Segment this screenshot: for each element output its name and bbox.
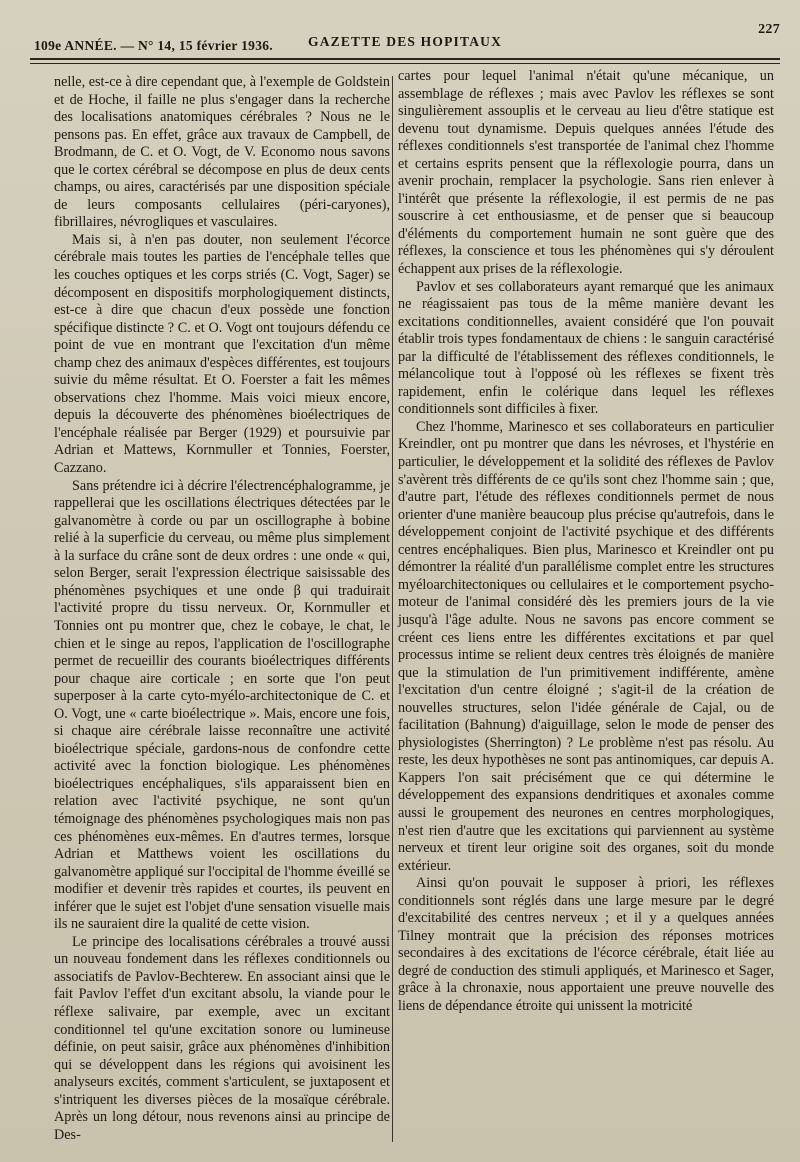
running-header [30, 22, 780, 54]
header-rule [30, 58, 780, 60]
journal-title: GAZETTE DES HOPITAUX [308, 34, 503, 49]
paragraph: Chez l'homme, Marinesco et ses collaborateurs en particulier Kreindler, ont pu montrer que dans les névroses, et l'hystérie en particulier, le développement et la solidité des réflexes de Pavlov s'avèrent très différents de ce qu'ils sont chez l'homme sain ; que, d'autre part, l'étude des réflexes conditionnels permet de nous orienter d'une manière beaucoup plus précise qu'autrefois, dans le développement conjoint de l'activité psychique et des différents centres encéphaliques. Bien plus, Marinesco et Kreindler ont pu démontrer la réalité d'un parallélisme complet entre les structures myéloarchitectoniques ou cellulaires et le comportement psycho-moteur de l'animal considéré dès les premiers jours de la vie jusqu'à l'âge adulte. Nous ne savons pas encore comment se créent ces liens entre les différentes excitations et par quel processus intime se relient deux centres très éloignés de manière que la stimulation de l'un primitivement indifférente, amène l'excitation d'un centre éloigné ; s'agit-il de la création de nouvelles structures, selon l'idée générale de Cajal, ou de facilitation (Bahnung) d'aiguillage, selon le mode de penser des physiologistes (Sherrington) ? Le problème n'est pas résolu. Au reste, les deux hypothèses ne sont pas antinomiques, car depuis A. Kappers l'on sait précisément que ce qui détermine le développement des expansions dendritiques et axonales comme aussi le groupement des neurones en centres morphologiques, n'est rien d'autre que les excitations qui parviennent au système nerveux et tirent leur origine soit des organes, soit du monde extérieur. [398, 418, 774, 874]
paragraph: Sans prétendre ici à décrire l'électrencéphalogramme, je rappellerai que les oscillations électriques détectées par le galvanomètre à corde ou par un oscillographe à bobine relié à la superficie du cerveau, ou même plus simplement à la surface du crâne sont de deux ordres : une onde « qui, selon Berger, serait l'expression électrique saisissable des phénomènes psychiques et une onde β qui traduirait l'activité propre du tissu nerveux. Or, Kornmuller et Tonnies ont pu montrer que, chez le cobaye, le chat, le chien et le singe au repos, l'application de l'oscillographe permet de recueillir des courants bioélectriques différents pour chaque aire corticale ; en sorte que l'on peut superposer à la carte cyto-myélo-architectonique de C. et O. Vogt, une « carte bioélectrique ». Mais, encore une fois, si chaque aire cérébrale laisse reconnaître une activité bioélectrique spéciale, gardons-nous de confondre cette activité avec la fonction biologique. Les phénomènes bioélectriques encéphaliques, s'ils apparaissent bien en relation avec l'activité psychique, ne sont qu'un témoignage des phénomènes psychologiques mais non pas ces phénomènes eux-mêmes. En d'autres termes, lorsque Adrian et Matthews voient les oscillations du galvanomètre appliqué sur l'occipital de l'homme éveillé se modifier et devenir très rapides et courtes, ils peuvent en inférer que le sujet est l'objet d'une sensation visuelle mais ils ne sauraient dire la qualité de cette vision. [54, 477, 390, 933]
paragraph: cartes pour lequel l'animal n'était qu'une mécanique, un assemblage de réflexes ; mais avec Pavlov les réflexes se sont singulièrement assouplis et le cerveau au lieu d'être statique est devenu tout dynamisme. Depuis quelques années l'étude des réflexes conditionnels s'est transportée de l'animal chez l'homme et certains esprits pensent que la réflexologie pourra, dans un avenir prochain, remplacer la psychologie. Sans rien enlever à l'intérêt que présente la réflexologie, il est permis de ne pas souscrire à cet enthousiasme, et de penser que si beaucoup d'éléments du comportement humain ne sont guère que des réflexes, la conscience et tous les phénomènes qui s'y déroulent échappent aux prises de la réflexologie. [398, 68, 774, 278]
paragraph: nelle, est-ce à dire cependant que, à l'exemple de Goldstein et de Hoche, il faille ne plus s'engager dans la recherche des localisations anatomiques cérébrales ? Nous ne le pensons pas. En effet, grâce aux travaux de Campbell, de Brodmann, de C. et O. Vogt, de V. Economo nous savons que le cortex cérébral se décompose en plus de deux cents champs, ou aires, caractérisés par une disposition spéciale de leurs composants cellulaires (péri-caryones), fibrillaires, névrogliques et vasculaires. [54, 74, 390, 231]
issue-info: 109e ANNÉE. — N° 14, 15 février 1936. [34, 38, 273, 53]
paragraph: Pavlov et ses collaborateurs ayant remarqué que les animaux ne réagissaient pas tous de la même manière devant les excitations conditionnelles, avaient considéré que l'on pouvait établir trois types fondamentaux de chiens : le sanguin caractérisé par la difficulté de l'établissement des réflexes conditionnels, le mélancolique tout à l'opposé où les réflexes se fixent très rapidement, enfin le colérique dans lequel les réflexes conditionnels sont difficiles à fixer. [398, 278, 774, 418]
page-number: 227 [758, 22, 780, 37]
header-rule-thin [30, 63, 780, 64]
left-column [54, 74, 390, 1144]
paragraph: Le principe des localisations cérébrales a trouvé aussi un nouveau fondement dans les réflexes conditionnels ou associatifs de Pavlov-Bechterew. En associant ainsi que le fait Pavlov l'effet d'un excitant absolu, la viande pour le réflexe salivaire, par exemple, avec un excitant conditionnel tel qu'une excitation sonore ou lumineuse définie, on peut saisir, grâce aux phénomènes d'inhibition qui se développent dans les régions qui avoisinent les analyseurs excités, comment s'articulent, se juxtaposent et s'intriquent les diverses pièces de la mosaïque cérébrale. Après un long détour, nous revenons ainsi au principe de Des- [54, 933, 390, 1143]
column-divider [392, 76, 393, 1142]
paragraph: Mais si, à n'en pas douter, non seulement l'écorce cérébrale mais toutes les parties de l'encéphale telles que les couches optiques et les corps striés (C. Vogt, Sager) se décomposent en dispositifs morphologiquement distincts, est-ce à dire que chacun d'eux possède une fonction spécifique distincte ? C. et O. Vogt ont toujours défendu ce point de vue en montrant que l'excitation d'un même champ chez des animaux d'espèces différentes, est toujours suivie du même résultat. Et O. Foerster a fait les mêmes observations chez l'homme. Mais voici mieux encore, depuis la découverte des phénomènes bioélectriques de l'encéphale réalisée par Berger (1929) et poursuivie par Adrian et Mattews, Kornmuller et Tonnies, Foerster, Cazzano. [54, 231, 390, 477]
right-column [398, 68, 774, 1016]
paragraph: Ainsi qu'on pouvait le supposer à priori, les réflexes conditionnels sont réglés dans une large mesure par le degré d'excitabilité des centres nerveux ; et il y a quelques années Tilney montrait que la précision des réponses motrices secondaires à des excitations de l'écorce cérébrale, était liée au degré de conduction des stimuli appliqués, et Marinesco et Sager, grâce à la chronaxie, nous apportaient une preuve nouvelle des liens de dépendance étroite qui unissent la motricité [398, 875, 774, 1014]
